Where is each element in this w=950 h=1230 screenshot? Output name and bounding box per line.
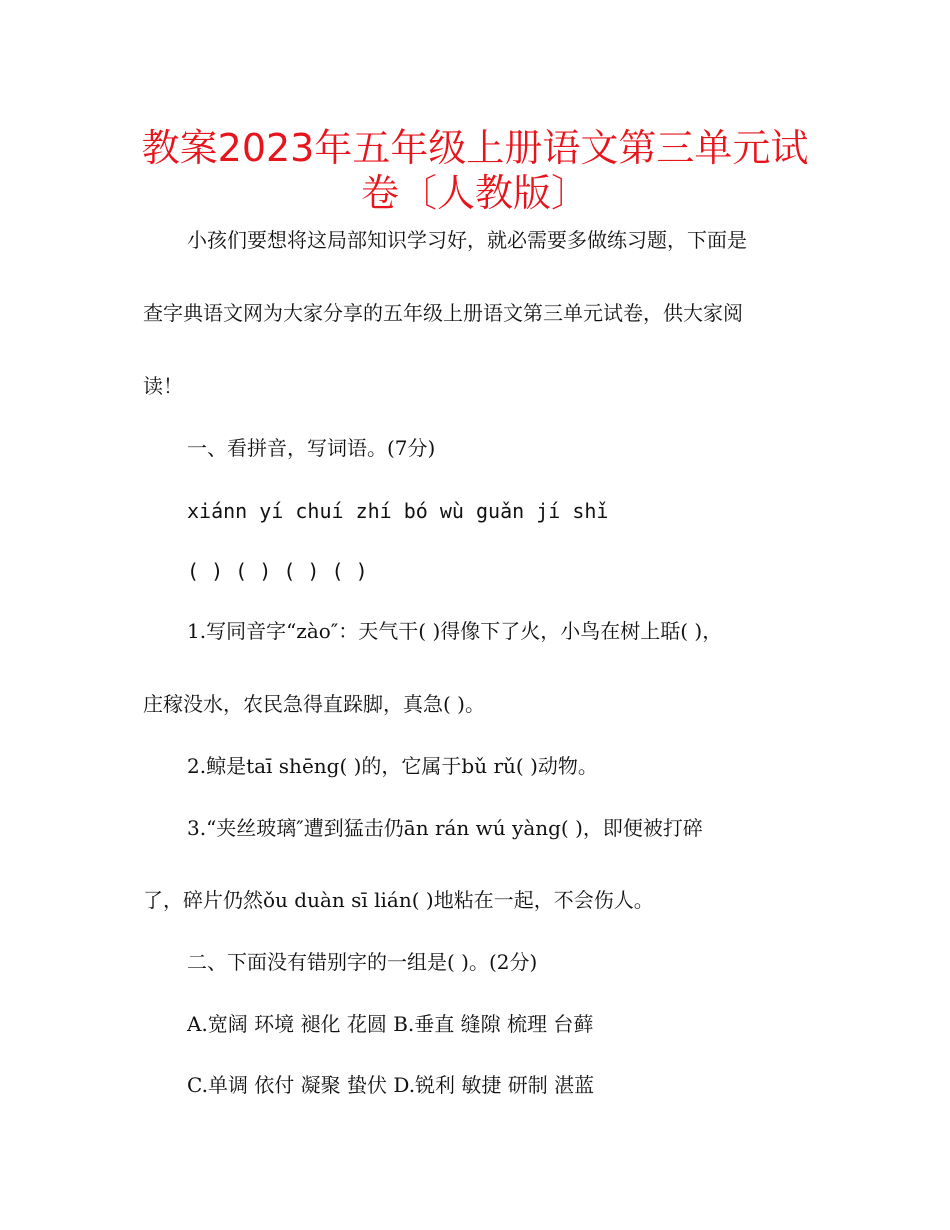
question-1-line-2: 庄稼没水，农民急得直跺脚，真急( )。 — [143, 692, 485, 716]
options-a-b: A.宽阔 环境 褪化 花圆 B.垂直 缝隙 梳理 台藓 — [187, 1012, 594, 1036]
answer-blanks-row: ( ) ( ) ( ) ( ) — [187, 559, 368, 583]
intro-line-3: 读！ — [143, 374, 183, 398]
intro-line-1: 小孩们要想将这局部知识学习好，就必需要多做练习题，下面是 — [187, 228, 747, 252]
document-title-line-1: 教案2023年五年级上册语文第三单元试 — [141, 126, 809, 170]
question-3-line-2: 了，碎片仍然ǒu duàn sī lián( )地粘在一起，不会伤人。 — [143, 888, 654, 912]
pinyin-row: xiánn yí chuí zhí bó wù guǎn jí shǐ — [187, 499, 609, 523]
question-2: 2.鲸是taī shēng( )的，它属于bǔ rǔ( )动物。 — [187, 754, 598, 778]
intro-line-2: 查字典语文网为大家分享的五年级上册语文第三单元试卷，供大家阅 — [143, 301, 743, 325]
options-c-d: C.单调 依付 凝聚 蛰伏 D.锐利 敏捷 研制 湛蓝 — [187, 1073, 595, 1097]
section-2-heading: 二、下面没有错别字的一组是( )。(2分) — [187, 950, 538, 974]
section-1-heading: 一、看拼音，写词语。(7分) — [187, 436, 436, 460]
question-3-line-1: 3.“夹丝玻璃″遭到猛击仍ān rán wú yàng( )，即便被打碎 — [187, 816, 703, 840]
document-title-line-2: 卷〔人教版〕 — [360, 171, 589, 215]
question-1-line-1: 1.写同音字“zào″：天气干( )得像下了火，小鸟在树上聒( )， — [187, 619, 723, 643]
